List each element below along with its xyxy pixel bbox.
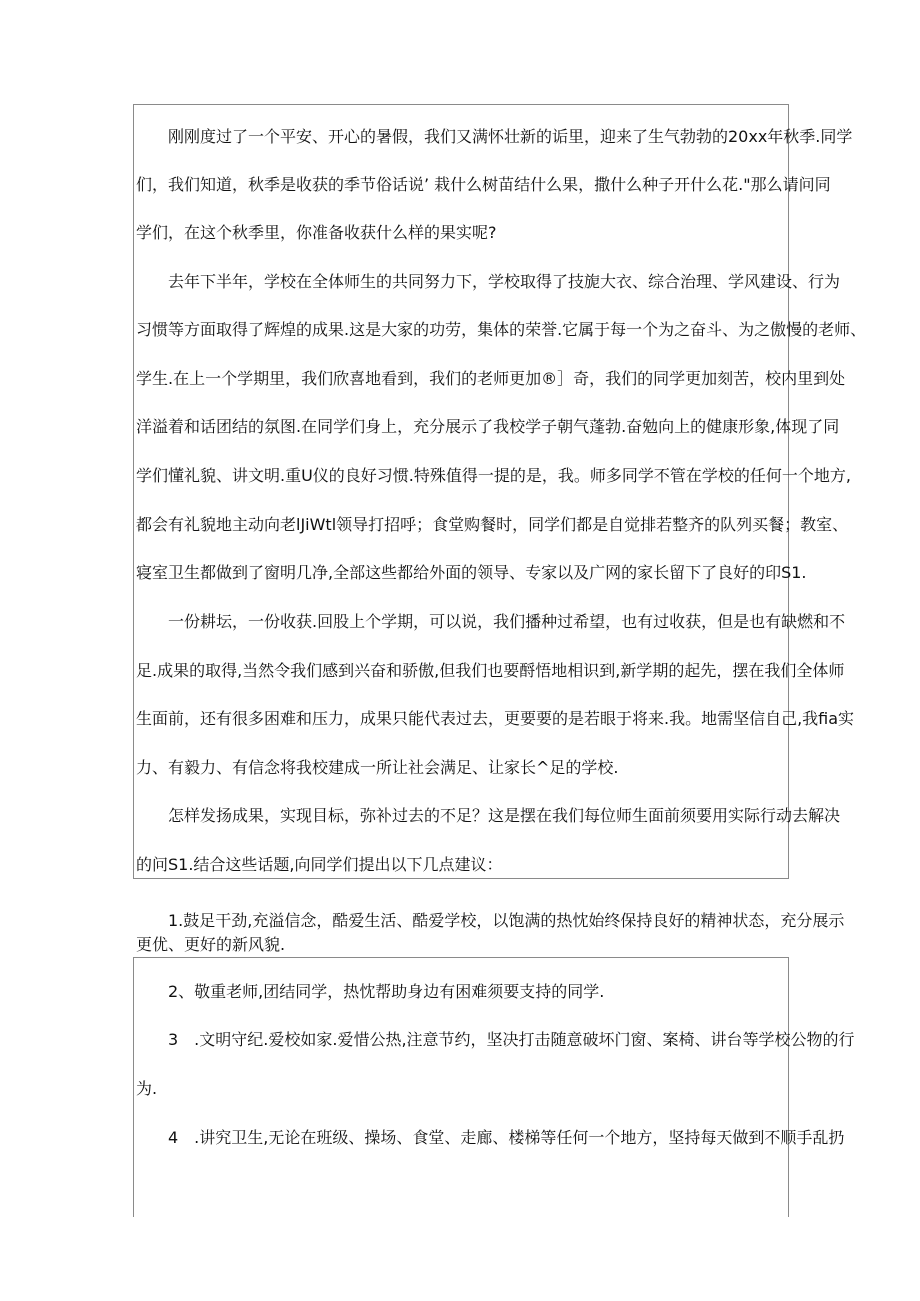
text-line: 学生.在上一个学期里，我们欣喜地看到，我们的老师更加®］奇，我们的同学更加刻苦，校内里到处 (136, 369, 846, 388)
text-line: 4 .讲究卫生,无论在班级、操场、食堂、走廊、楼梯等任何一个地方，坚持每天做到不顺手乱扔 (168, 1128, 845, 1147)
text-line: 为. (136, 1079, 158, 1098)
text-line: 怎样发扬成果，实现目标，弥补过去的不足？这是摆在我们每位师生面前须要用实际行动去解决 (168, 806, 841, 825)
text-line: 们，我们知道，秋季是收获的季节俗话说’ 栽什么树苗结什么果，撒什么种子开什么花."那么请问同 (136, 175, 831, 194)
text-line: 的问S1.结合这些话题,向同学们提出以下几点建议： (136, 855, 503, 874)
text-line: 学们懂礼貌、讲文明.重U仪的良好习惯.特殊值得一提的是，我。师多同学不管在学校的任何一个地方, (136, 466, 851, 485)
text-line: 去年下半年，学校在全体师生的共同努力下，学校取得了技旎大衣、综合治理、学风建设、行为 (168, 272, 841, 291)
text-line: 刚刚度过了一个平安、开心的暑假，我们又满怀壮新的诟里，迎来了生气勃勃的20xx年秋季.同学 (168, 127, 853, 146)
text-line: 生面前，还有很多困难和压力，成果只能代表过去，更要要的是若眼于将来.我。地需坚信自己,我fia实 (136, 709, 855, 728)
text-line: 洋溢着和话团结的氛图.在同学们身上，充分展示了我校学子朝气蓬勃.奋勉向上的健康形象,体现了同 (136, 417, 840, 436)
text-line: 学们，在这个秋季里，你准备收获什么样的果实呢? (136, 223, 497, 242)
text-line: 寝室卫生都做到了窗明几净,全部这些都给外面的领导、专家以及广网的家长留下了良好的印S1. (136, 563, 807, 582)
text-line: 足.成果的取得,当然令我们感到兴奋和骄傲,但我们也要酹悟地相识到,新学期的起先，摆在我们全体师 (136, 661, 845, 680)
text-line: 更优、更好的新风貌. (136, 935, 286, 954)
text-line: 1.鼓足干劲,充溢信念，酷爱生活、酷爱学校，以饱满的热忱始终保持良好的精神状态，充分展示 (168, 911, 845, 930)
text-line: 2、敬重老师,团结同学，热忱帮助身边有困难须要支持的同学. (168, 982, 605, 1001)
text-line: 都会有礼貌地主动向老lJiWtl领导打招呼；食堂购餐时，同学们都是自觉排若整齐的队列买餐；教室、 (136, 515, 849, 534)
text-line: 3 .文明守纪.爱校如家.爱惜公热,注意节约，坚决打击随意破坏门窗、案椅、讲台等学校公物的行 (168, 1030, 855, 1049)
text-line: 力、有毅力、有信念将我校建成一所让社会满足、让家长^足的学校. (136, 758, 619, 777)
text-line: 一份耕坛，一份收获.回股上个学期，可以说，我们播种过希望，也有过收获，但是也有缺燃和不 (168, 612, 846, 631)
text-line: 习惯等方面取得了辉煌的成果.这是大家的功劳，集体的荣誉.它属于每一个为之奋斗、为之傲慢的老师、 (136, 320, 867, 339)
